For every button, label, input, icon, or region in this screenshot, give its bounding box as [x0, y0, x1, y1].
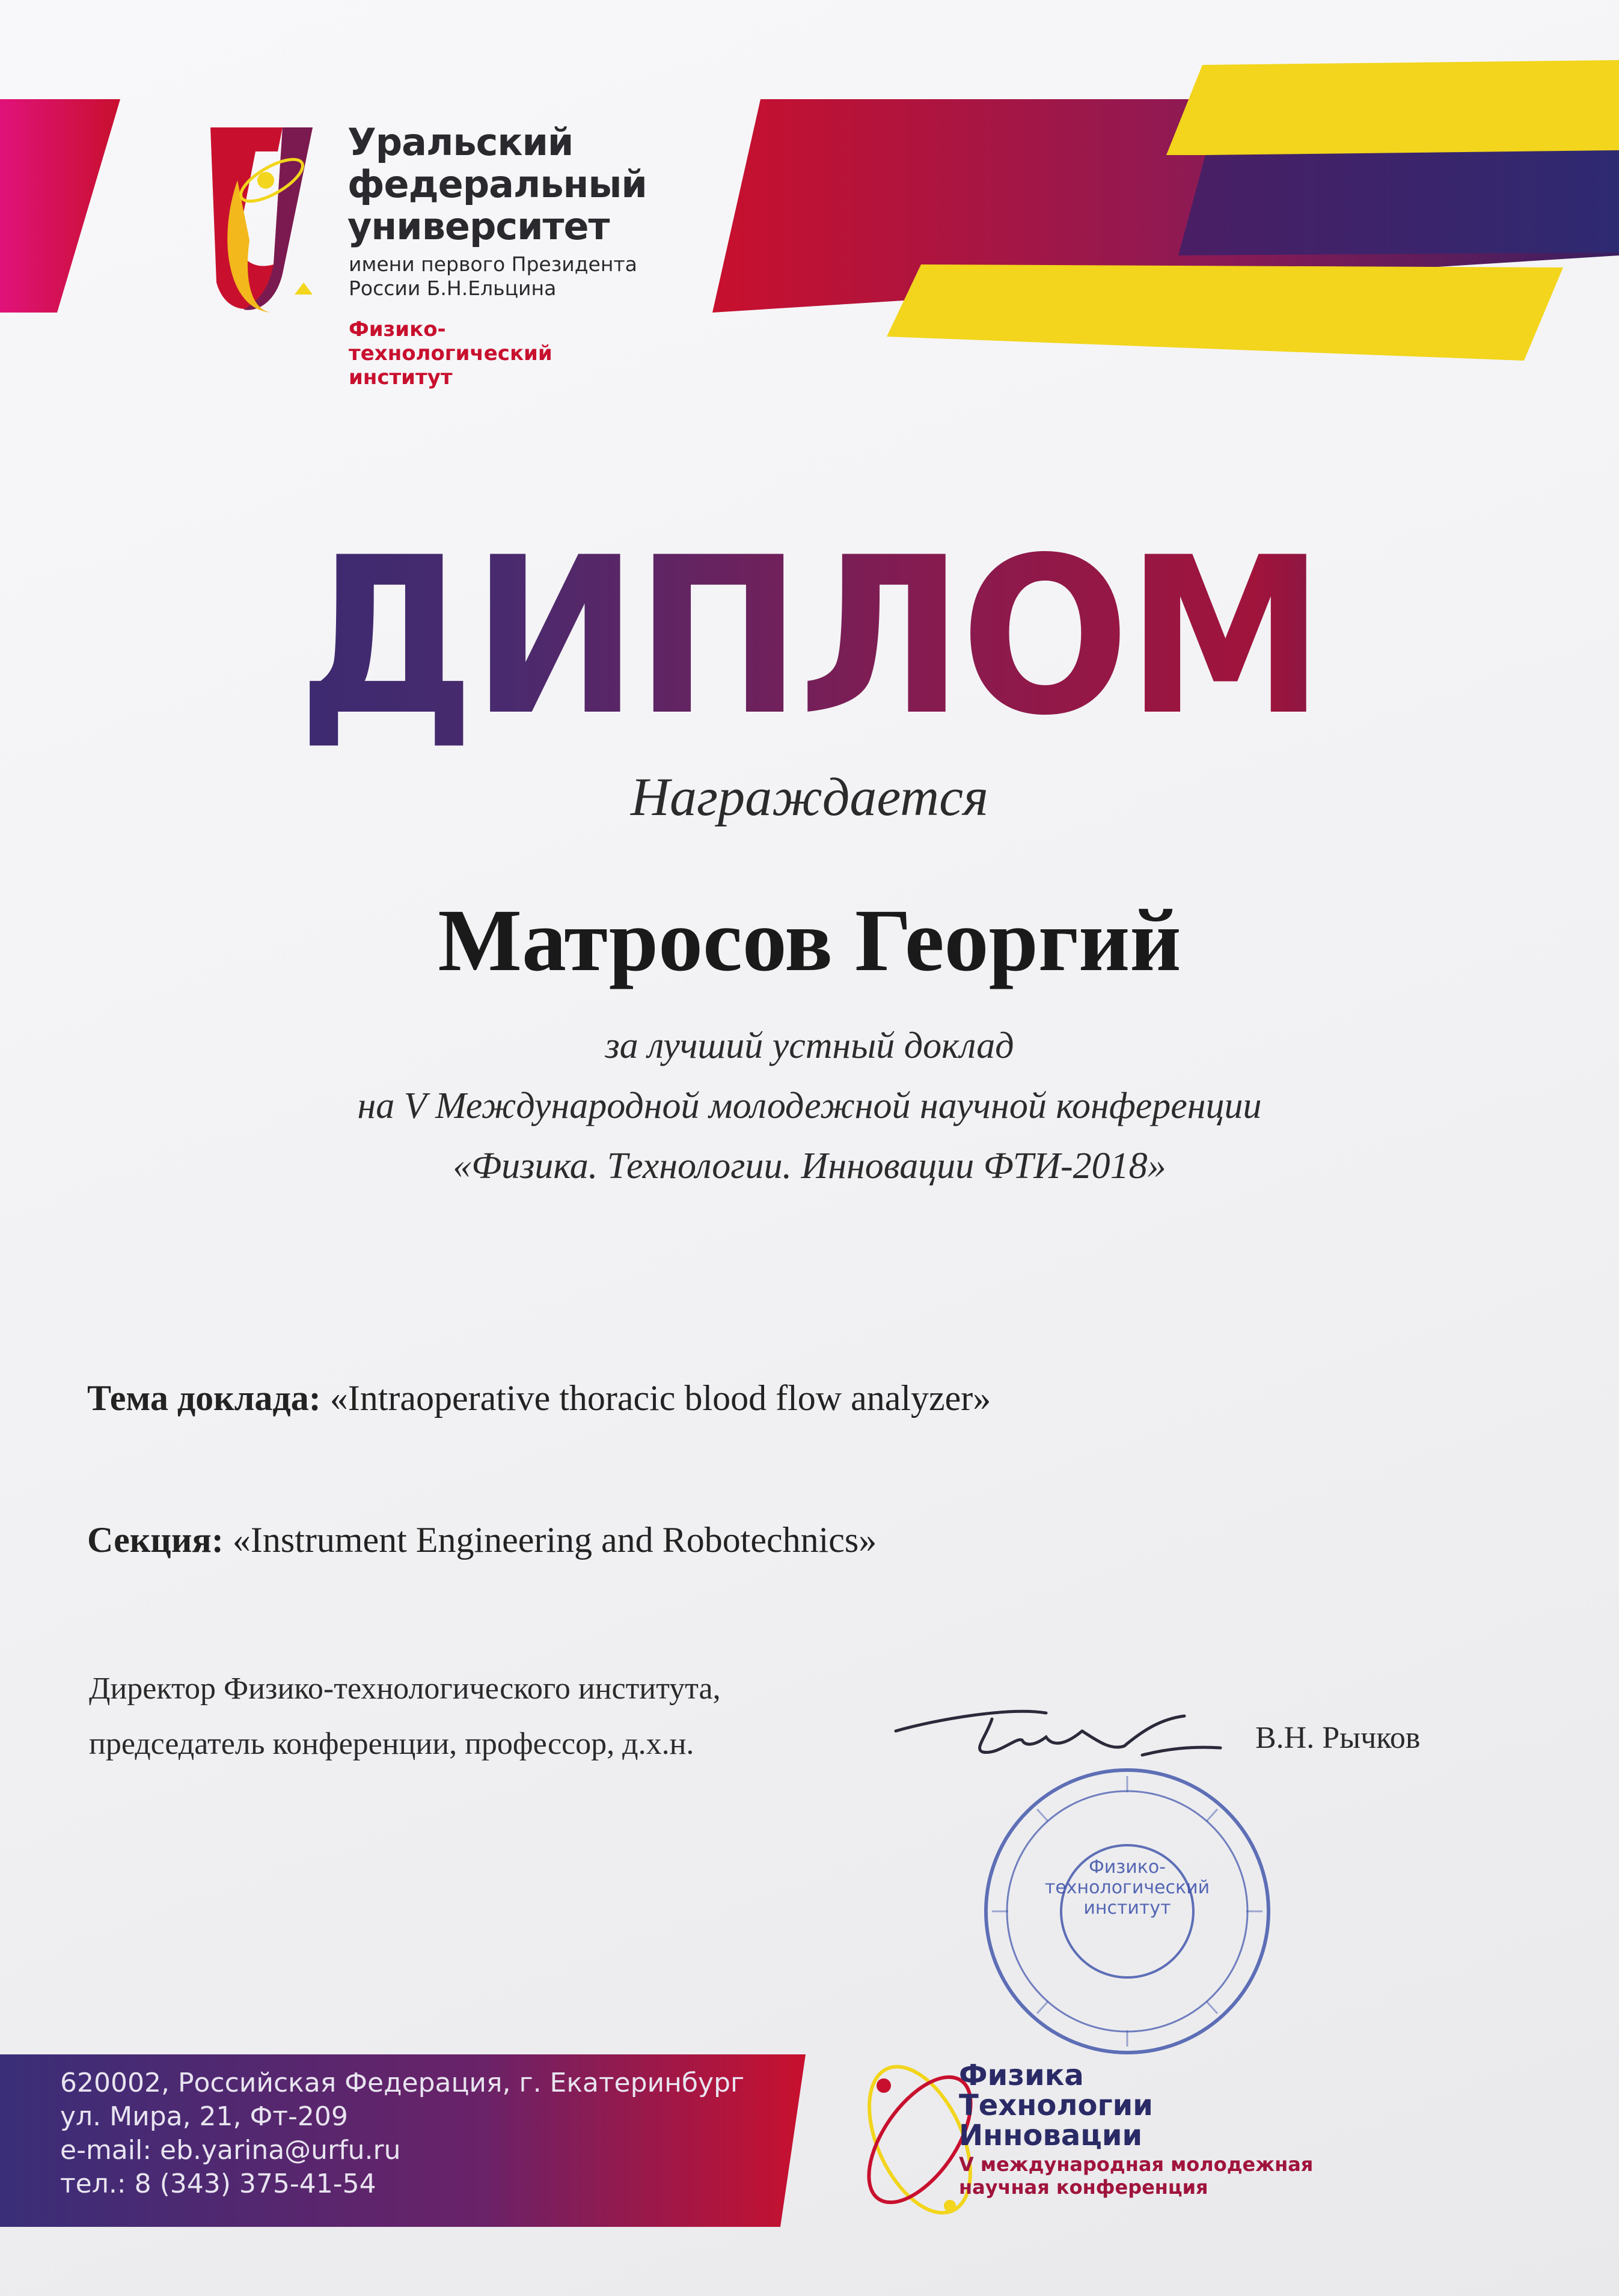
decor-yellow-bottom: [887, 264, 1563, 361]
urfu-logo-icon: [210, 127, 313, 313]
university-name-line: Уральский: [347, 120, 574, 164]
report-topic: [87, 1378, 991, 1419]
institute-name-line: Физико-: [349, 317, 446, 341]
recipient-name: Матросов Георгий: [438, 891, 1181, 990]
signatory-title: [89, 1661, 721, 1772]
contact-line: e-mail: eb.yarina@urfu.ru: [60, 2135, 401, 2166]
signatory-title-line: председатель конференции, профессор, д.х.н.: [89, 1727, 694, 1761]
institute-name-line: технологический: [349, 341, 552, 365]
institute-name-line: институт: [349, 365, 453, 389]
university-name: [347, 121, 647, 248]
university-name-line: университет: [347, 204, 610, 248]
decor-navy-band: [1178, 150, 1619, 255]
decor-left-stripe: [0, 99, 120, 313]
conference-logo-title-line: Физика: [959, 2059, 1084, 2092]
conference-logo-subtitle-line: научная конференция: [959, 2176, 1208, 2199]
report-topic-value: «Intraoperative thoracic blood flow analyzer»: [329, 1378, 991, 1418]
university-subtitle: [349, 252, 637, 301]
signatory-name: В.Н. Рычков: [1255, 1721, 1421, 1755]
university-subtitle-line: имени первого Президента: [349, 252, 637, 276]
conference-section-value: «Instrument Engineering and Robotechnics»: [232, 1520, 877, 1560]
university-subtitle-line: России Б.Н.Ельцина: [349, 276, 557, 300]
contact-line: тел.: 8 (343) 375-41-54: [60, 2169, 376, 2199]
institute-name: [349, 317, 552, 389]
awarded-text: Награждается: [631, 768, 988, 827]
award-reason: [0, 1016, 1619, 1196]
conference-section-label: Секция:: [87, 1520, 224, 1560]
award-reason-line: «Физика. Технологии. Инновации ФТИ-2018»: [453, 1146, 1166, 1186]
stamp-center-line: Физико-: [1088, 1857, 1166, 1878]
conference-logo-subtitle: [959, 2153, 1313, 2199]
stamp-center-text: [1043, 1857, 1211, 1919]
signatory-title-line: Директор Физико-технологического института,: [89, 1672, 721, 1706]
university-name-line: федеральный: [347, 162, 647, 206]
report-topic-label: Тема доклада:: [87, 1378, 321, 1418]
conference-logo-subtitle-line: V международная молодежная: [959, 2153, 1314, 2176]
conference-logo-title-line: Инновации: [959, 2119, 1143, 2152]
diploma-title: ДИПЛОМ: [65, 517, 1555, 757]
conference-logo-title: [959, 2060, 1153, 2151]
contact-address: [60, 2066, 744, 2201]
signature: [896, 1711, 1220, 1755]
conference-logo-title-line: Технологии: [959, 2089, 1153, 2122]
conference-section: [87, 1519, 877, 1561]
contact-line: 620002, Российская Федерация, г. Екатеринбург: [60, 2068, 745, 2098]
decor-yellow-top: [1166, 60, 1619, 155]
stamp-center-line: технологический: [1044, 1877, 1210, 1898]
stamp-center-line: институт: [1083, 1898, 1171, 1919]
award-reason-line: на V Международной молодежной научной конференции: [357, 1085, 1262, 1126]
contact-line: ул. Мира, 21, Фт-209: [60, 2101, 348, 2132]
award-reason-line: за лучший устный доклад: [605, 1025, 1014, 1066]
